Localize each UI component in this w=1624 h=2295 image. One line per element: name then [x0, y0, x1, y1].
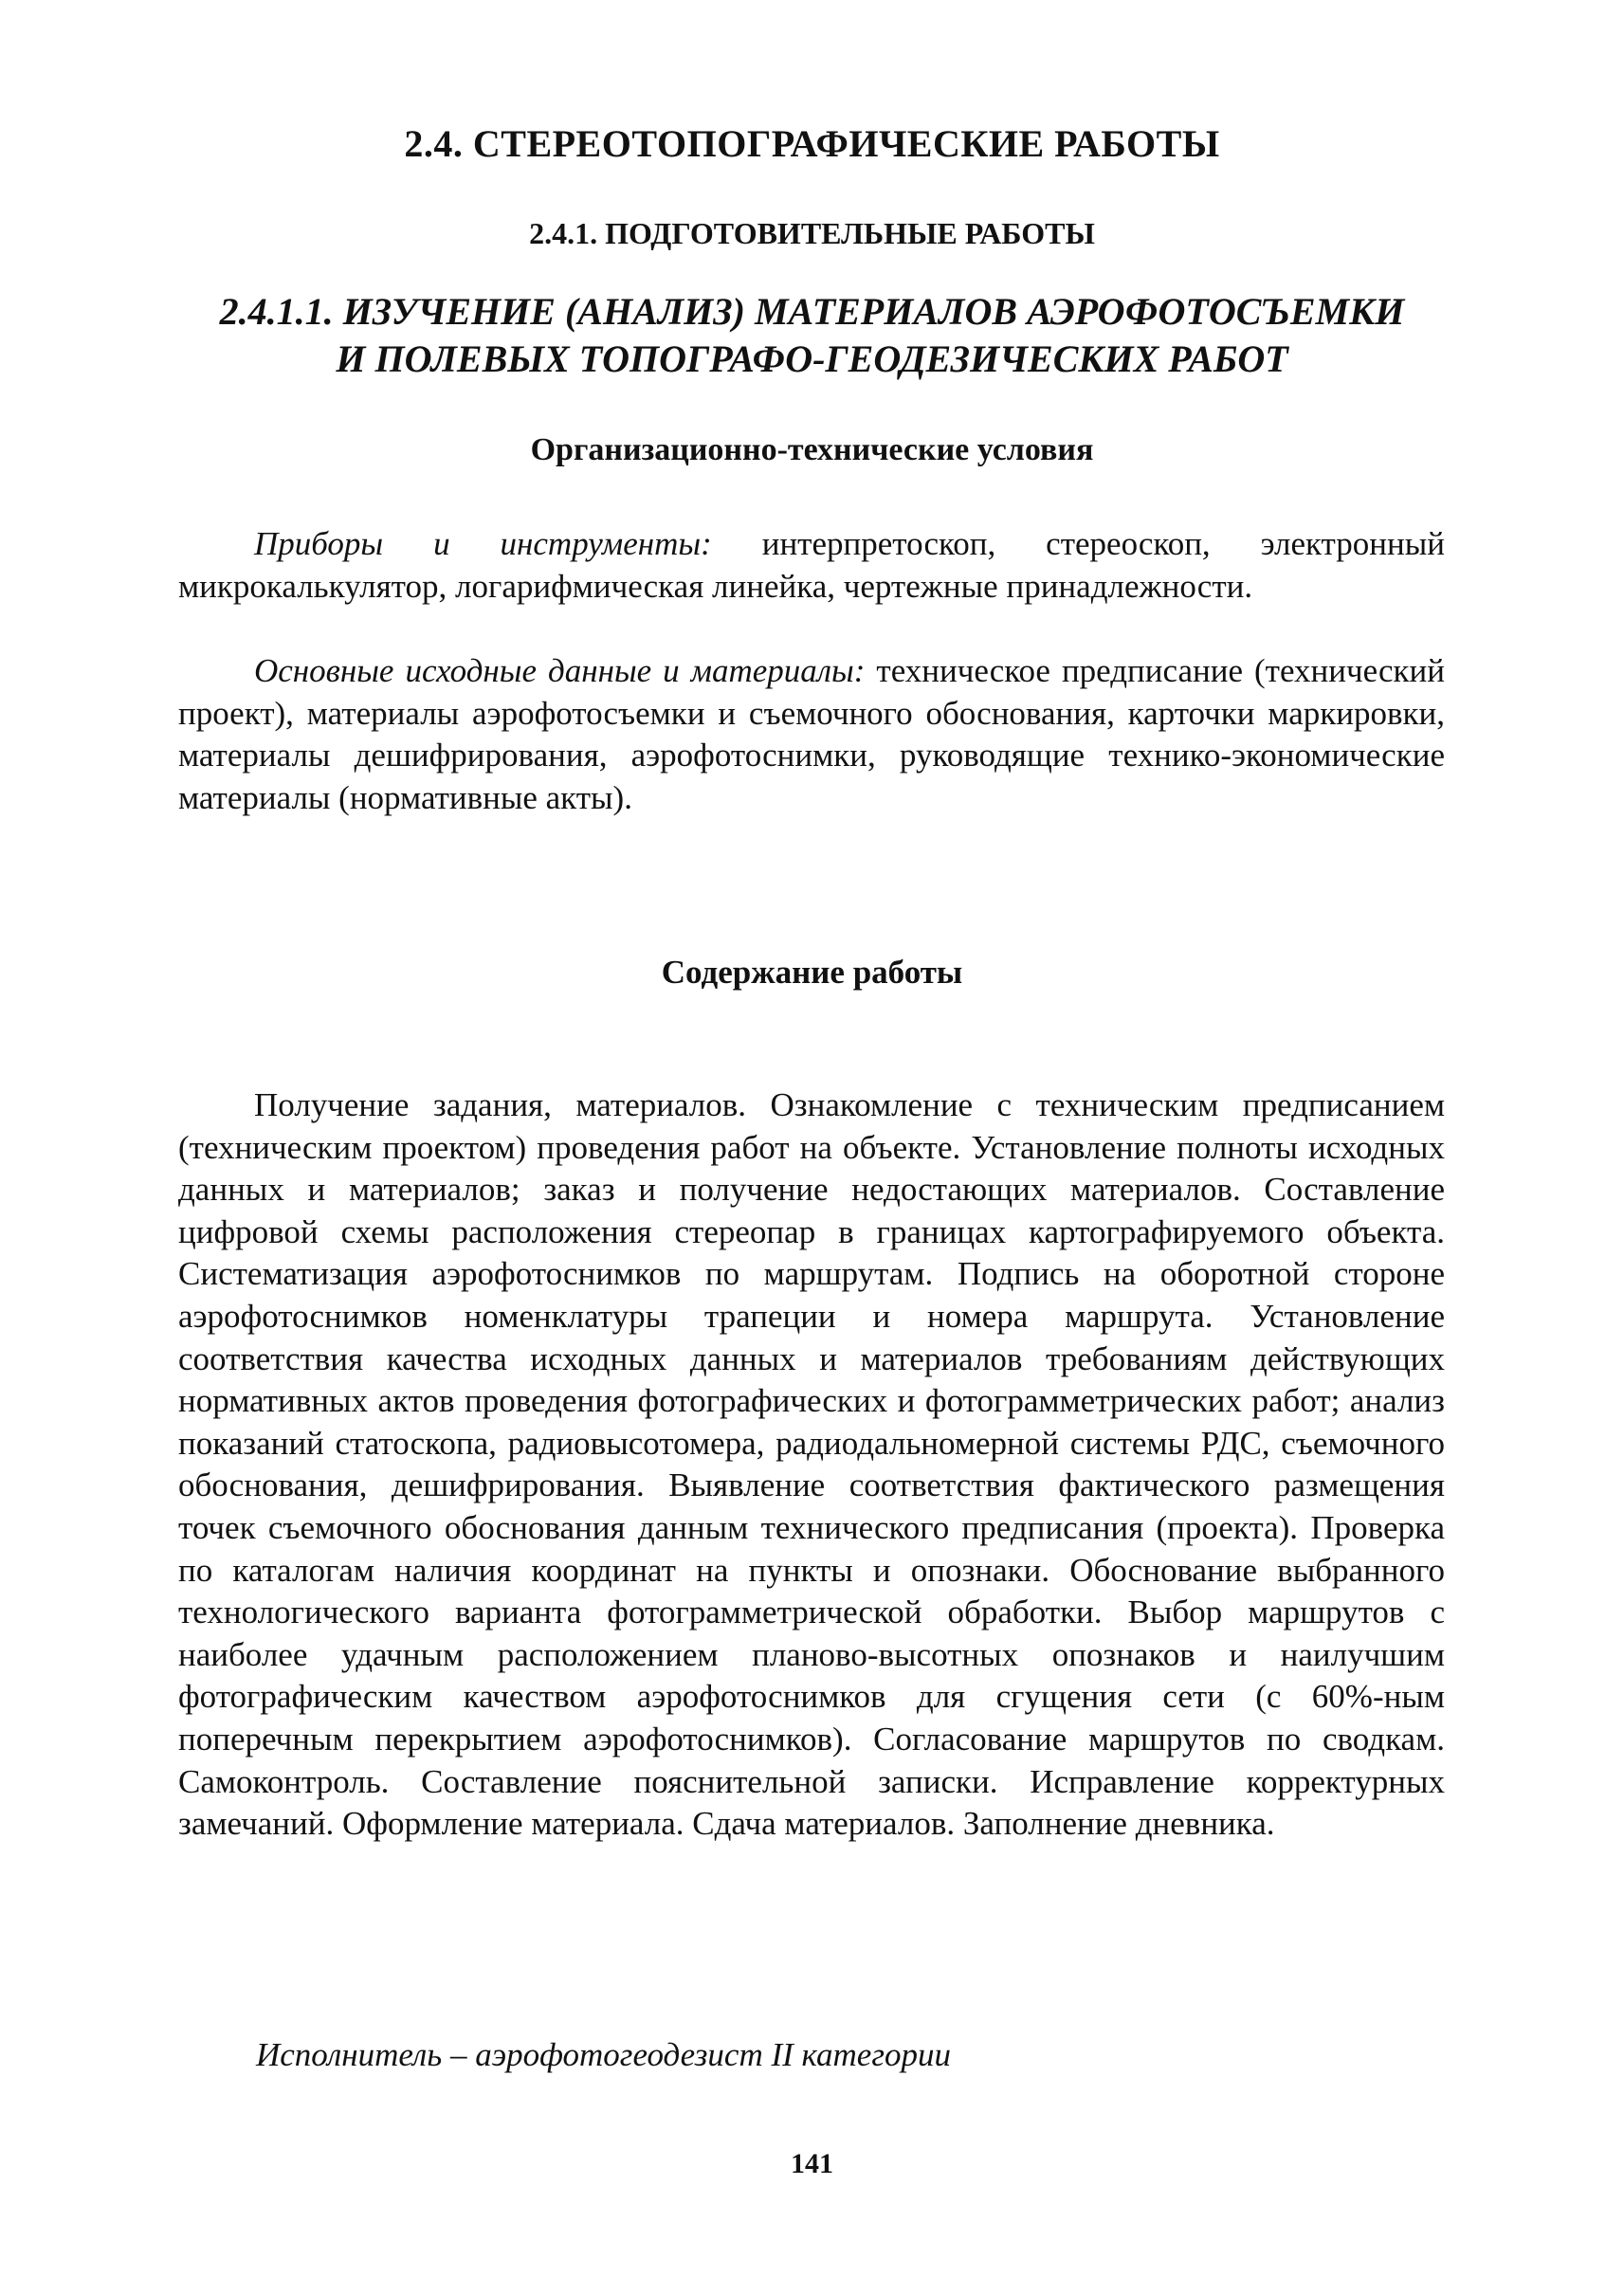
page-number: 141	[791, 2148, 833, 2179]
instruments-label: Приборы и инструменты:	[254, 525, 712, 562]
content-heading: Содержание работы	[661, 954, 963, 991]
subsection-title: 2.4.1. ПОДГОТОВИТЕЛЬНЫЕ РАБОТЫ	[529, 216, 1095, 250]
materials-text: техническое предписание (технический проект), материалы аэрофотосъемки и съемочного обоснования, карточки маркировки, материалы дешифрирования, аэрофотоснимки, руководящие технико-экономические материалы (нормативные акты).	[178, 652, 1445, 816]
materials-label: Основные исходные данные и материалы:	[254, 652, 866, 689]
subsubsection-title-line1: 2.4.1.1. ИЗУЧЕНИЕ (АНАЛИЗ) МАТЕРИАЛОВ АЭРОФОТОСЪЕМКИ	[219, 290, 1405, 333]
instruments-paragraph	[178, 523, 1445, 608]
content-paragraph: Получение задания, материалов. Ознакомление с техническим предписанием (техническим проектом) проведения работ на объекте. Установление полноты исходных данных и материалов; заказ и получение недостающих материалов. Составление цифровой схемы расположения стереопар в границах картографируемого объекта. Систематизация аэрофотоснимков по маршрутам. Подпись на оборотной стороне аэрофотоснимков номенклатуры трапеции и номера маршрута. Установление соответствия качества исходных данных и материалов требованиям действующих нормативных актов проведения фотографических и фотограмметрических работ; анализ показаний статоскопа, радиовысотомера, радиодальномерной системы РДС, съемочного обоснования, дешифрирования. Выявление соответствия фактического размещения точек съемочного обоснования данным технического предписания (проекта). Проверка по каталогам наличия координат на пункты и опознаки. Обоснование выбранного технологического варианта фотограмметрической обработки. Выбор маршрутов с наиболее удачным расположением планово-высотных опознаков и наилучшим фотографическим качеством аэрофотоснимков для сгущения сети (с 60%-ным поперечным перекрытием аэрофотоснимков). Согласование маршрутов по сводкам. Самоконтроль. Составление пояснительной записки. Исправление корректурных замечаний. Оформление материала. Сдача материалов. Заполнение дневника.	[178, 1086, 1445, 1843]
subsubsection-title-line2: И ПОЛЕВЫХ ТОПОГРАФО-ГЕОДЕЗИЧЕСКИХ РАБОТ	[336, 337, 1288, 380]
instruments-text: интерпретоскоп, стереоскоп, электронный микрокалькулятор, логарифмическая линейка, чертежные принадлежности.	[178, 525, 1445, 605]
org-conditions-heading: Организационно-технические условия	[530, 432, 1094, 467]
performer-line: Исполнитель – аэрофотогеодезист II категории	[256, 2036, 952, 2073]
subsubsection-title	[142, 288, 1482, 383]
section-title: 2.4. СТЕРЕОТОПОГРАФИЧЕСКИЕ РАБОТЫ	[404, 122, 1220, 165]
materials-paragraph	[178, 650, 1445, 819]
